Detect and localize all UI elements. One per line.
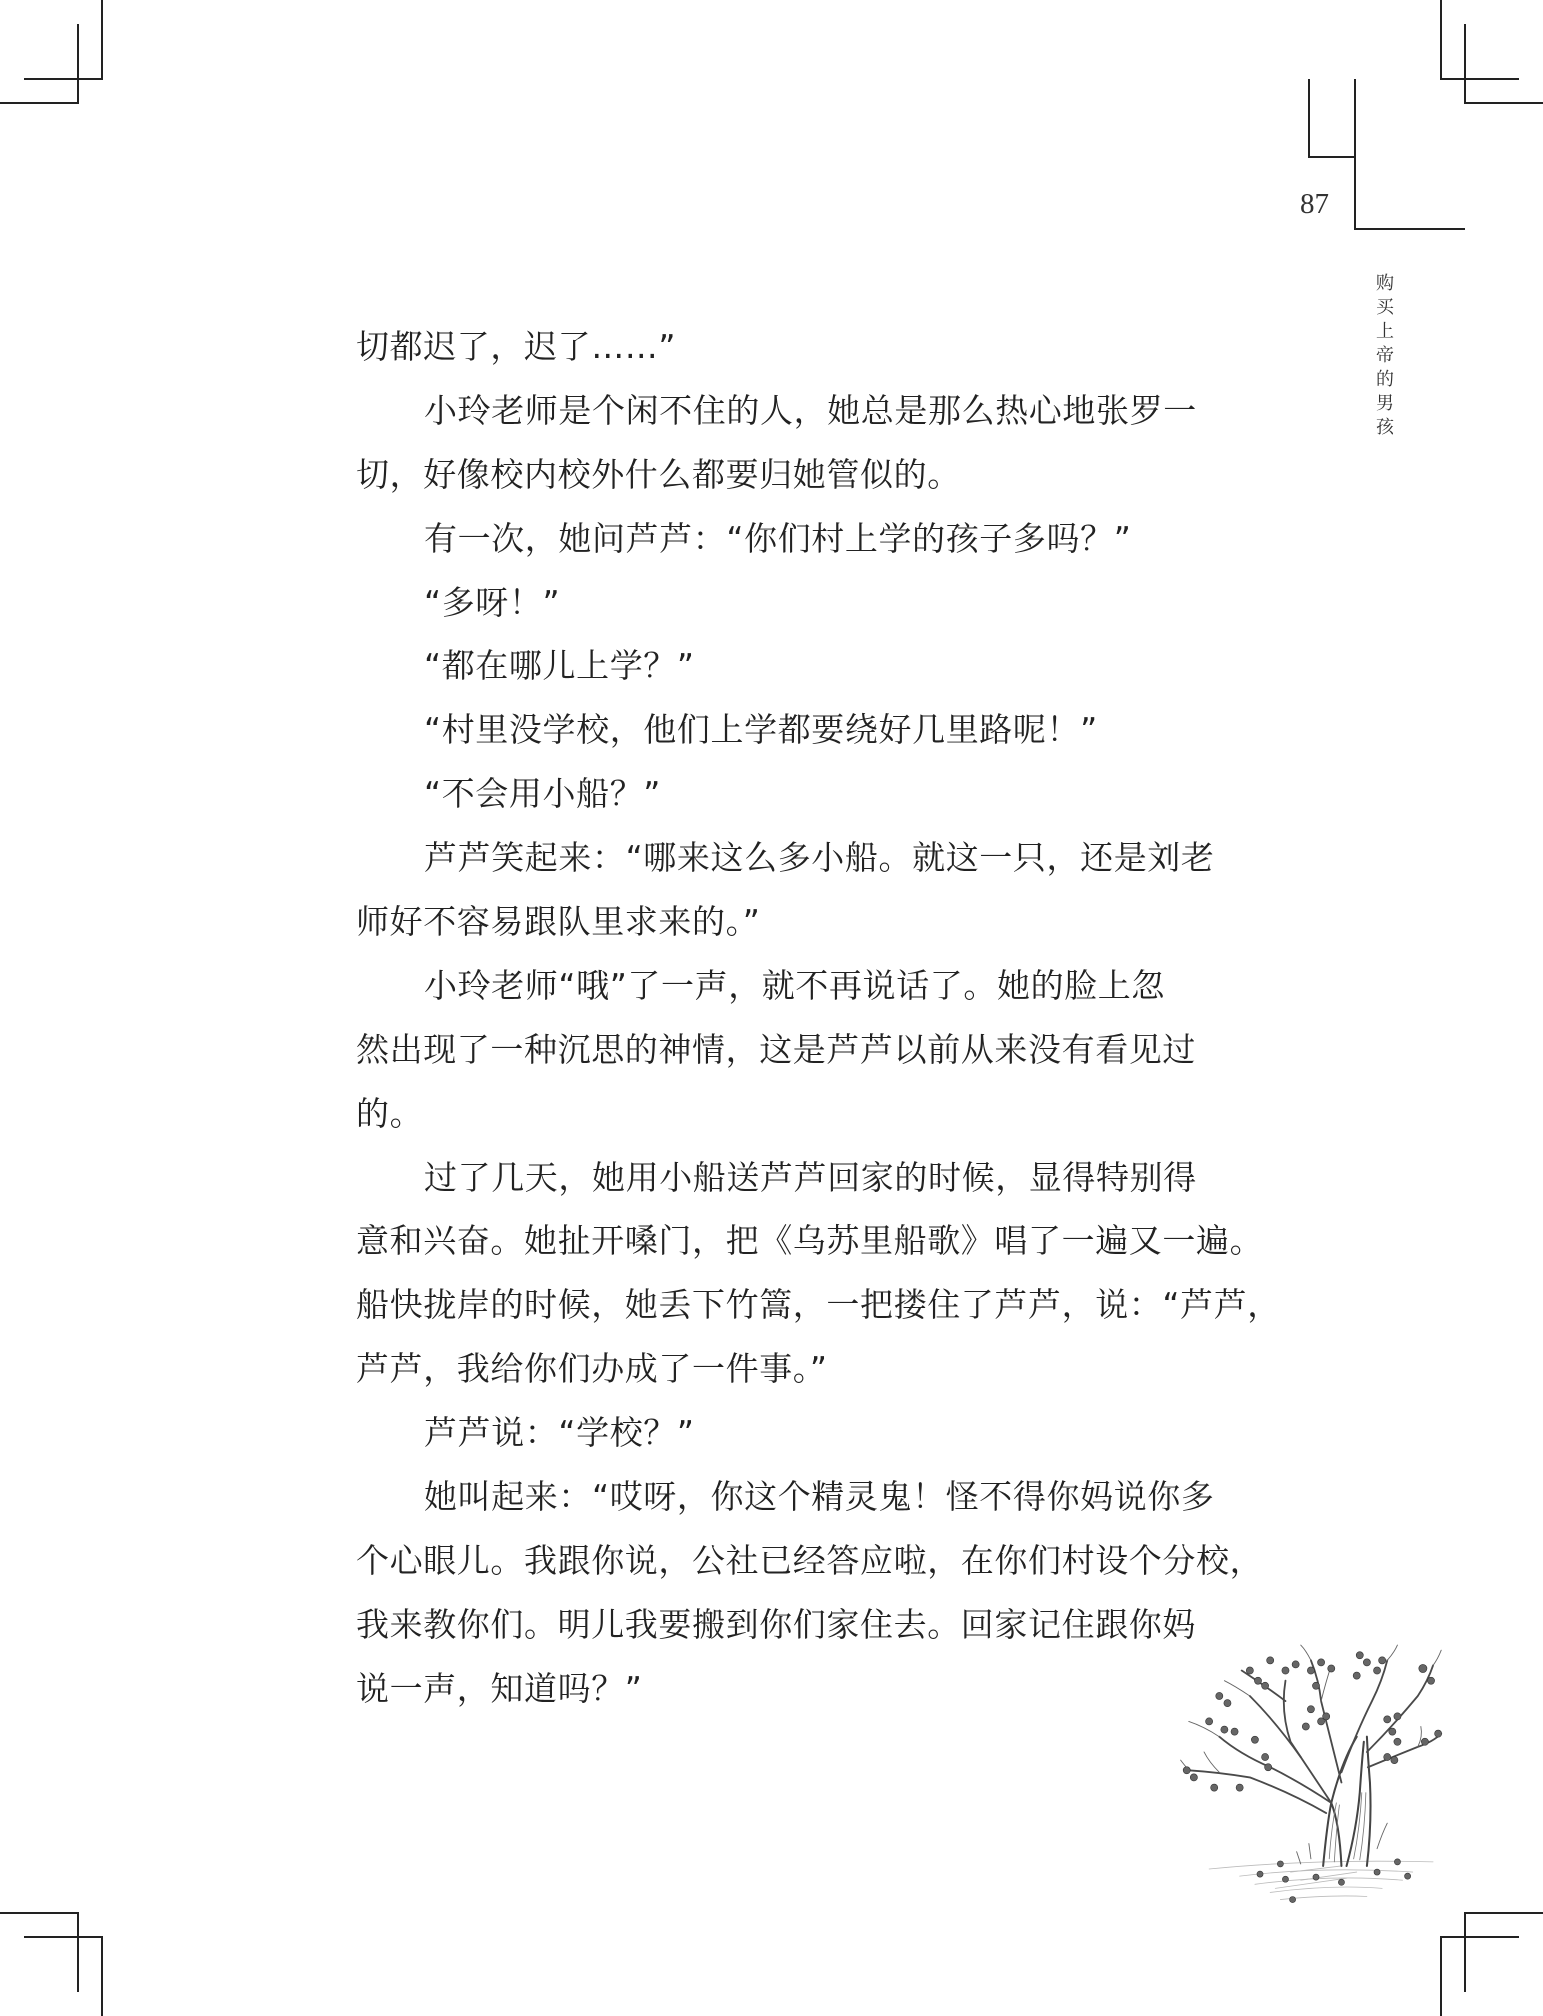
tree-illustration xyxy=(1176,1640,1456,1925)
crop-mark-top-left-outer-horizontal xyxy=(24,78,103,80)
text-line: 我来教你们。明儿我要搬到你们家住去。回家记住跟你妈 xyxy=(356,1604,1196,1644)
header-bracket-right-horizontal xyxy=(1354,228,1465,230)
text-line: 芦芦，我给你们办成了一件事。” xyxy=(356,1349,828,1389)
crop-mark-bottom-left-outer-horizontal xyxy=(0,1912,79,1914)
crop-mark-top-left-inner-horizontal xyxy=(0,102,79,104)
crop-mark-bottom-left-outer-vertical xyxy=(77,1912,79,1992)
text-line: 芦芦笑起来：“哪来这么多小船。就这一只，还是刘老 xyxy=(424,838,1215,878)
text-line: 个心眼儿。我跟你说，公社已经答应啦，在你们村设个分校， xyxy=(356,1540,1264,1580)
crop-mark-bottom-left-inner-vertical xyxy=(101,1936,103,2016)
text-line: 船快拢岸的时候，她丢下竹篙，一把搂住了芦芦，说：“芦芦， xyxy=(356,1285,1281,1325)
crop-mark-bottom-right-inner-vertical xyxy=(1440,1936,1442,2016)
text-line: 切都迟了，迟了……” xyxy=(356,327,677,366)
crop-mark-bottom-right-outer-vertical xyxy=(1464,1912,1466,1992)
text-line: 师好不容易跟队里求来的。” xyxy=(356,902,761,942)
text-line: 小玲老师“哦”了一声，就不再说话了。她的脸上忽 xyxy=(424,965,1165,1005)
page-number: 87 xyxy=(1300,188,1329,220)
text-line: “多呀！” xyxy=(424,582,561,622)
crop-mark-top-right-outer-horizontal xyxy=(1440,78,1519,80)
text-line: 过了几天，她用小船送芦芦回家的时候，显得特别得 xyxy=(424,1157,1197,1197)
crop-mark-top-left-outer-vertical xyxy=(101,0,103,80)
text-line: 切，好像校内校外什么都要归她管似的。 xyxy=(356,454,961,494)
running-title-char: 帝 xyxy=(1376,345,1394,366)
text-line: 她叫起来：“哎呀，你这个精灵鬼！怪不得你妈说你多 xyxy=(424,1477,1215,1517)
running-title-char: 的 xyxy=(1376,369,1394,390)
running-title-char: 买 xyxy=(1376,297,1394,318)
running-title-char: 男 xyxy=(1376,393,1394,414)
crop-mark-top-right-inner-horizontal xyxy=(1464,102,1543,104)
header-bracket-left-horizontal xyxy=(1308,156,1355,158)
text-line: 有一次，她问芦芦：“你们村上学的孩子多吗？” xyxy=(424,518,1132,558)
text-line: 芦芦说：“学校？” xyxy=(424,1413,695,1453)
header-bracket-left-vertical xyxy=(1308,79,1310,158)
text-line: 说一声，知道吗？” xyxy=(356,1668,643,1708)
text-line: 的。 xyxy=(356,1093,424,1133)
running-title-char: 上 xyxy=(1376,321,1394,342)
crop-mark-top-left-inner-vertical xyxy=(77,24,79,104)
header-bracket-right-vertical xyxy=(1354,79,1356,230)
crop-mark-bottom-left-inner-horizontal xyxy=(24,1936,103,1938)
text-line: “村里没学校，他们上学都要绕好几里路呢！” xyxy=(424,710,1098,750)
text-line: 意和兴奋。她扯开嗓门，把《乌苏里船歌》唱了一遍又一遍。 xyxy=(356,1221,1264,1261)
text-line: “不会用小船？” xyxy=(424,774,661,814)
crop-mark-bottom-right-outer-horizontal xyxy=(1464,1912,1543,1914)
running-title xyxy=(1372,272,1398,440)
crop-mark-top-right-outer-vertical xyxy=(1440,0,1442,80)
running-title-char: 购 xyxy=(1376,273,1394,294)
text-line: 小玲老师是个闲不住的人，她总是那么热心地张罗一 xyxy=(424,390,1197,430)
running-title-char: 孩 xyxy=(1376,417,1394,438)
crop-mark-bottom-right-inner-horizontal xyxy=(1440,1936,1519,1938)
crop-mark-top-right-inner-vertical xyxy=(1464,24,1466,104)
body-text xyxy=(356,315,1281,1721)
text-line: 然出现了一种沉思的神情，这是芦芦以前从来没有看见过 xyxy=(356,1029,1196,1069)
text-line: “都在哪儿上学？” xyxy=(424,646,695,686)
